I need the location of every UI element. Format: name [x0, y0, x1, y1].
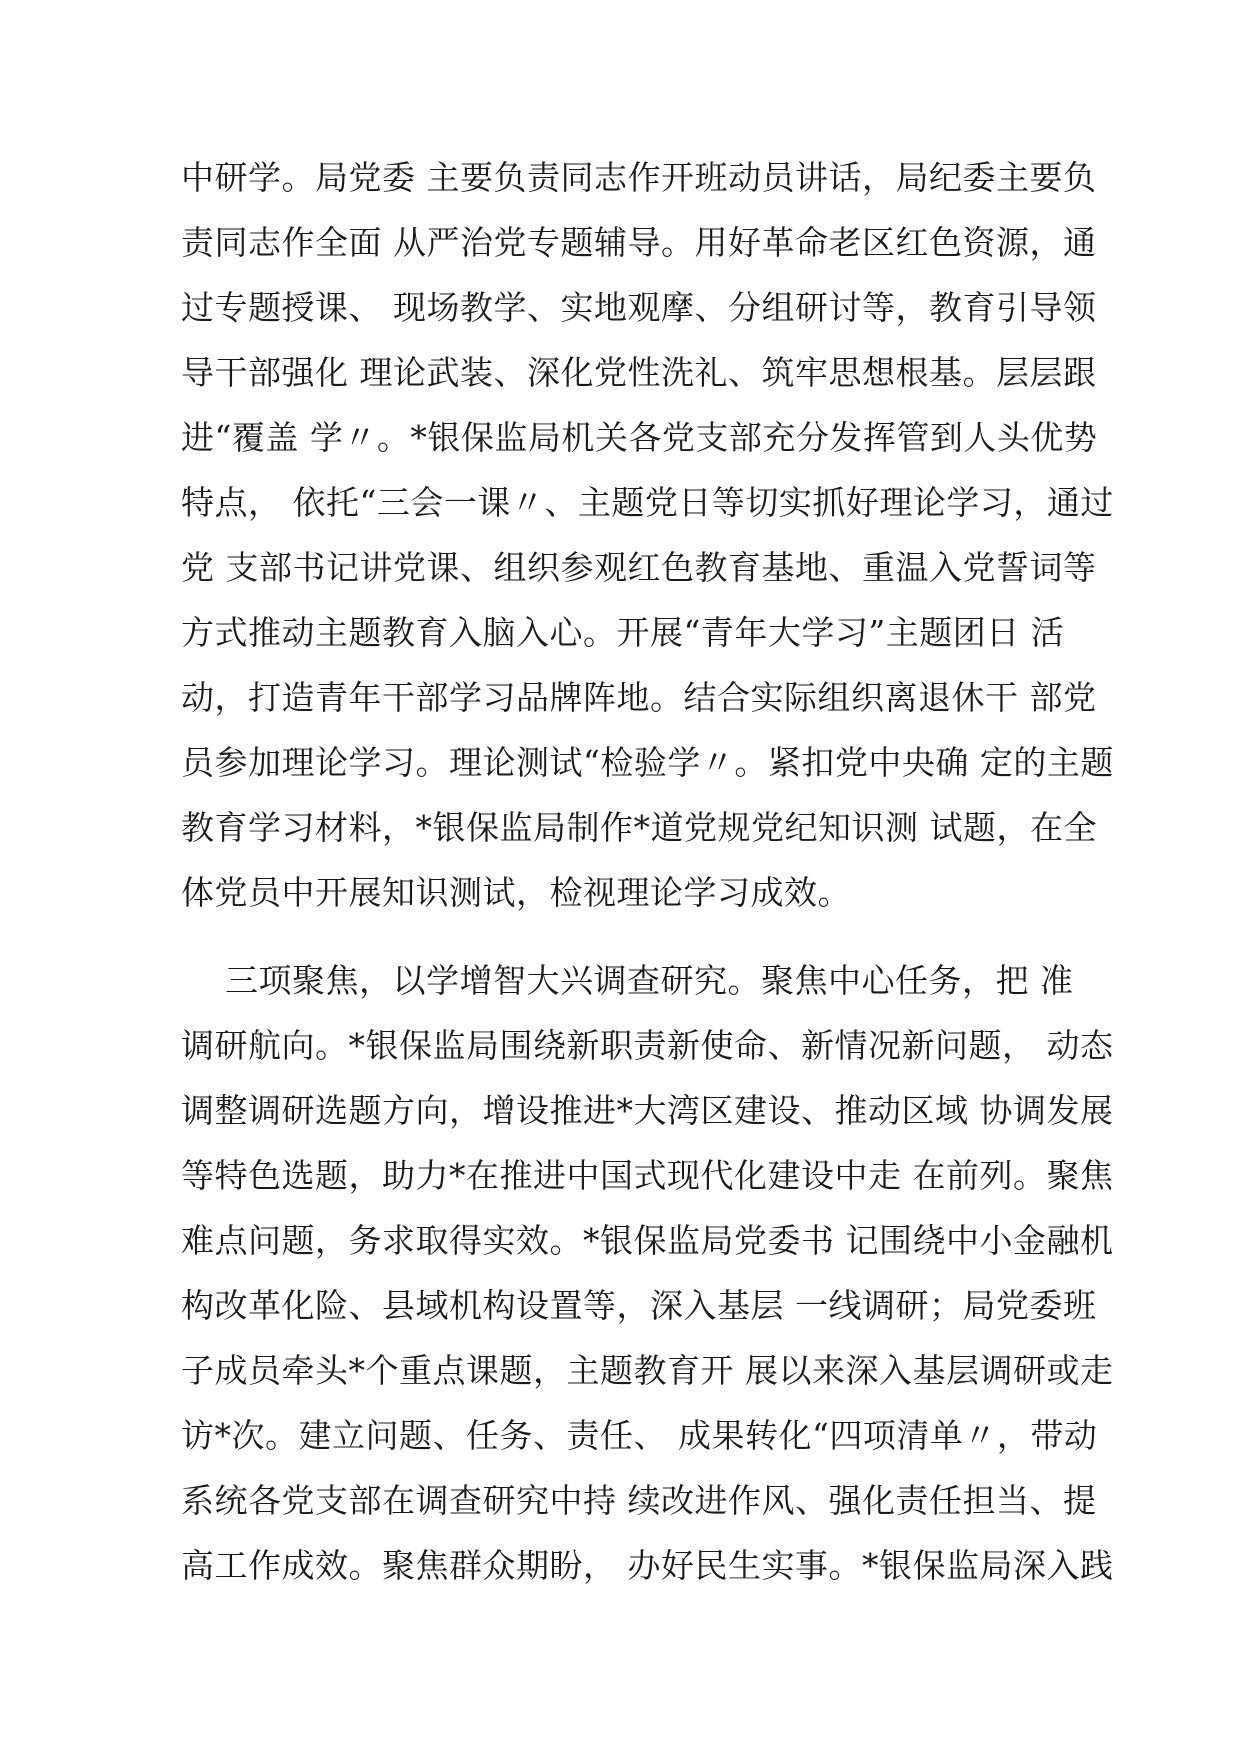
text-line: 责同志作全面 从严治党专题辅导。用好革命老区红色资源，通 [181, 223, 1097, 262]
text-line: 中研学。局党委 主要负责同志作开班动员讲话，局纪委主要负 [181, 158, 1097, 197]
text-line: 特点， 依托“三会一课〃、主题党日等切实抓好理论学习，通过 [181, 483, 1114, 522]
text-line: 构改革化险、县域机构设置等，深入基层 一线调研；局党委班 [181, 1286, 1097, 1325]
text-line: 进“覆盖 学〃。*银保监局机关各党支部充分发挥管到人头优势 [181, 418, 1098, 457]
text-line: 导干部强化 理论武装、深化党性洗礼、筑牢思想根基。层层跟 [181, 353, 1097, 392]
text-line: 过专题授课、 现场教学、实地观摩、分组研讨等，教育引导领 [181, 288, 1097, 327]
text-line: 等特色选题，助力*在推进中国式现代化建设中走 在前列。聚焦 [181, 1156, 1114, 1195]
text-line: 子成员牵头*个重点课题，主题教育开 展以来深入基层调研或走 [181, 1351, 1114, 1390]
text-line: 教育学习材料，*银保监局制作*道党规党纪知识测 试题，在全 [181, 808, 1097, 847]
text-line: 访*次。建立问题、任务、责任、 成果转化“四项清单〃，带动 [181, 1416, 1098, 1455]
paragraph-study-coverage [181, 145, 1114, 925]
text-line: 党 支部书记讲党课、组织参观红色教育基地、重温入党誓词等 [181, 548, 1097, 587]
text-line: 难点问题，务求取得实效。*银保监局党委书 记围绕中小金融机 [181, 1221, 1114, 1260]
text-line: 动，打造青年干部学习品牌阵地。结合实际组织离退休干 部党 [181, 678, 1097, 717]
text-line: 调研航向。*银保监局围绕新职责新使命、新情况新问题， 动态 [181, 1026, 1114, 1065]
text-line: 体党员中开展知识测试，检视理论学习成效。 [181, 873, 851, 912]
text-line: 高工作成效。聚焦群众期盼， 办好民生实事。*银保监局深入践 [181, 1546, 1114, 1585]
paragraph-research-focus [181, 948, 1114, 1598]
text-line: 员参加理论学习。理论测试“检验学〃。紧扣党中央确 定的主题 [181, 743, 1114, 782]
text-line: 方式推动主题教育入脑入心。开展“青年大学习”主题团日 活 [181, 613, 1065, 652]
text-line: 调整调研选题方向，增设推进*大湾区建设、推动区域 协调发展 [181, 1091, 1114, 1130]
text-line: 系统各党支部在调查研究中持 续改进作风、强化责任担当、提 [181, 1481, 1097, 1520]
text-line: 三项聚焦，以学增智大兴调查研究。聚焦中心任务，把 准 [181, 961, 1074, 1000]
